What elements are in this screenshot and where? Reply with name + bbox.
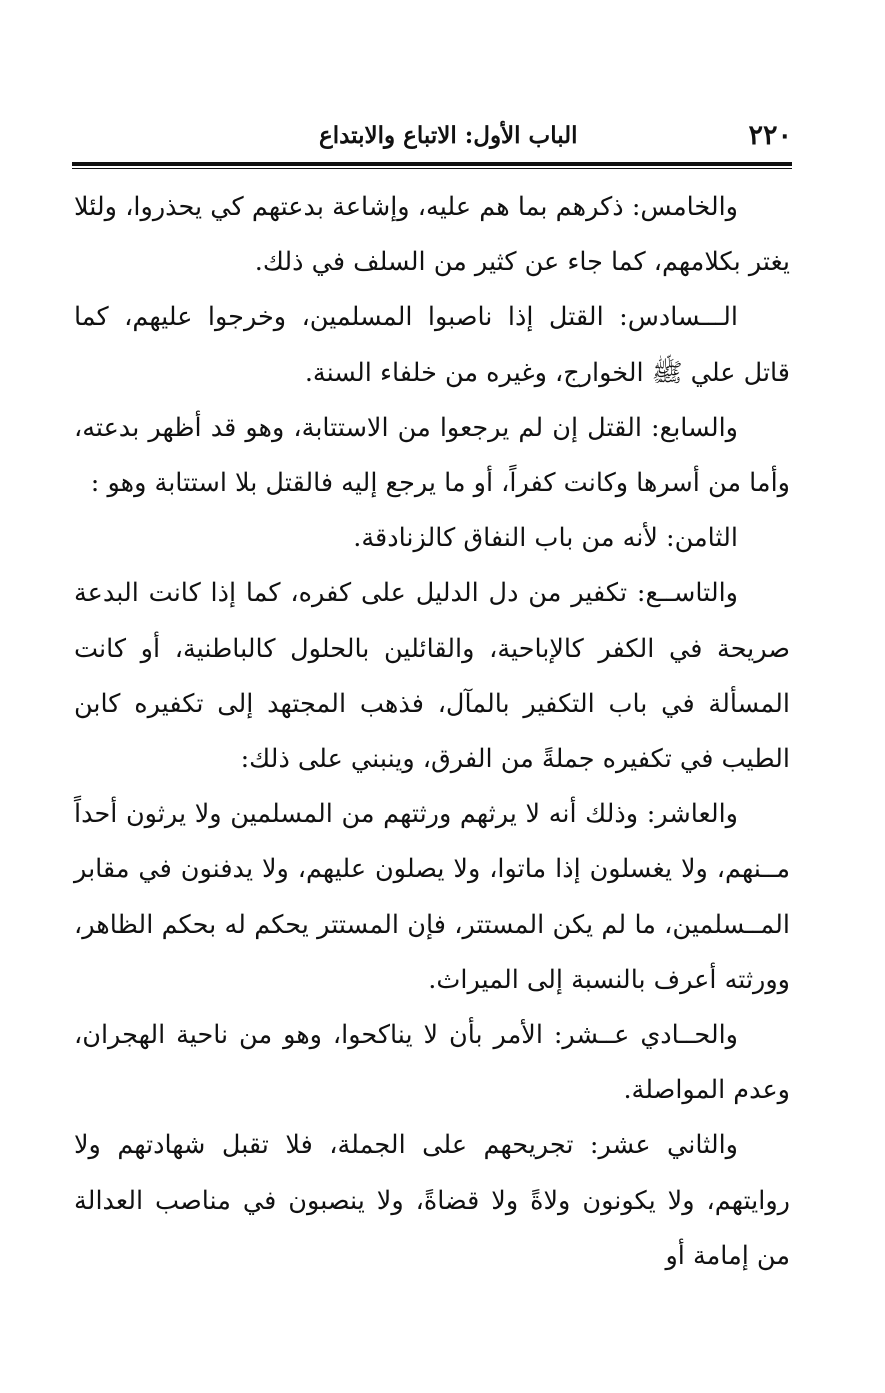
chapter-title: الباب الأول: الاتباع والابتداع xyxy=(319,122,578,149)
header-rule xyxy=(72,162,792,166)
paragraph-seventh: والسابع: القتل إن لم يرجعوا من الاستتابة، وهو قد أظهر بدعته، وأما من أسرها وكانت كفراً، أو ما يرجع إليه فالقتل بلا استتابة وهو : xyxy=(74,412,790,499)
paragraph-sixth: الـــسادس: القتل إذا ناصبوا المسلمين، وخرجوا عليهم، كما قاتل علي ﷺ الخوارج، وغيره من خلفاء السنة. xyxy=(74,302,790,388)
header-rule-thin xyxy=(72,168,792,169)
paragraph-eighth: الثامن: لأنه من باب النفاق كالزنادقة. xyxy=(353,523,738,554)
running-header xyxy=(74,118,792,158)
body-text xyxy=(74,180,790,1284)
paragraph-tenth: والعاشر: وذلك أنه لا يرثهم ورثتهم من المسلمين ولا يرثون أحداً مــنهم، ولا يغسلون إذا ماتوا، ولا يصلون عليهم، ولا يدفنون في مقابر المــسلمين، ما لم يكن المستتر، فإن المستتر يحكم له بحكم الظاهر، وورثته أعرف بالنسبة إلى الميراث. xyxy=(74,799,790,995)
page-number: ٢٢٠ xyxy=(748,120,792,151)
paragraph-eleventh: والحــادي عــشر: الأمر بأن لا يناكحوا، وهو من ناحية الهجران، وعدم المواصلة. xyxy=(74,1020,790,1106)
paragraph-twelfth: والثاني عشر: تجريحهم على الجملة، فلا تقبل شهادتهم ولا روايتهم، ولا يكونون ولاةً ولا قضاةً، ولا ينصبون في مناصب العدالة من إمامة أو xyxy=(74,1130,790,1271)
paragraph-ninth: والتاســع: تكفير من دل الدليل على كفره، كما إذا كانت البدعة صريحة في الكفر كالإباحية، والقائلين بالحلول كالباطنية، أو كانت المسألة في باب التكفير بالمآل، فذهب المجتهد إلى تكفيره كابن الطيب في تكفيره جملةً من الفرق، وينبني على ذلك: xyxy=(74,578,790,775)
paragraph-fifth: والخامس: ذكرهم بما هم عليه، وإشاعة بدعتهم كي يحذروا، ولئلا يغتر بكلامهم، كما جاء عن كثير من السلف في ذلك. xyxy=(74,192,790,278)
